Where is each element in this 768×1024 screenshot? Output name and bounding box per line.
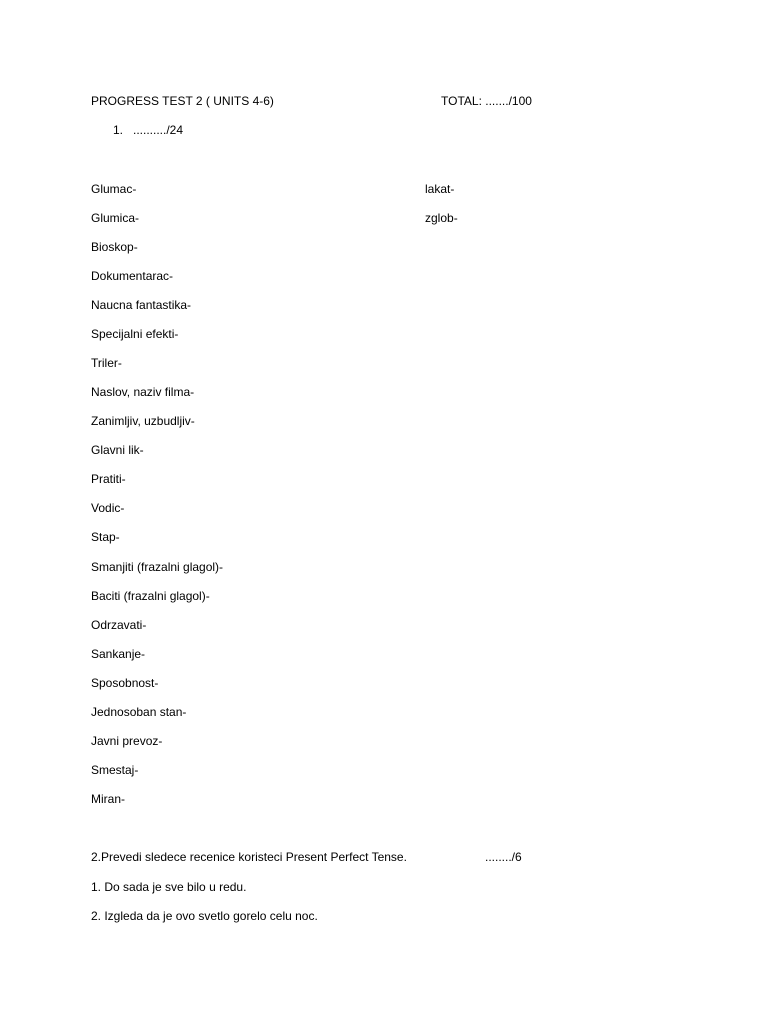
vocab-item: Stap-: [91, 530, 120, 544]
vocab-item: Vodic-: [91, 501, 125, 515]
vocab-item: Glavni lik-: [91, 443, 144, 457]
section2-heading: 2.Prevedi sledece recenice koristeci Present Perfect Tense.: [91, 850, 407, 864]
section2-score: ......../6: [485, 850, 522, 864]
vocab-item: Naucna fantastika-: [91, 298, 192, 312]
section1-score: ........../24: [133, 123, 184, 137]
vocab-item: Odrzavati-: [91, 618, 147, 632]
vocab-item: Miran-: [91, 792, 126, 806]
total-score: TOTAL: ......./100: [441, 94, 532, 108]
vocab-item: Glumica-: [91, 211, 140, 225]
vocab-item: Specijalni efekti-: [91, 327, 179, 341]
vocab-item: Javni prevoz-: [91, 734, 163, 748]
vocab-item: Glumac-: [91, 182, 137, 196]
vocab-item: Jednosoban stan-: [91, 705, 187, 719]
vocab-item: zglob-: [425, 211, 458, 225]
test-title: PROGRESS TEST 2 ( UNITS 4-6): [91, 94, 274, 108]
vocab-item: Baciti (frazalni glagol)-: [91, 589, 210, 603]
sentence-item: 2. Izgleda da je ovo svetlo gorelo celu noc.: [91, 909, 318, 923]
vocab-item: Sankanje-: [91, 647, 146, 661]
vocab-item: Pratiti-: [91, 472, 126, 486]
vocab-item: Naslov, naziv filma-: [91, 385, 195, 399]
vocab-item: Smestaj-: [91, 763, 139, 777]
vocab-item: lakat-: [425, 182, 455, 196]
vocab-item: Triler-: [91, 356, 122, 370]
vocab-item: Sposobnost-: [91, 676, 159, 690]
vocab-item: Bioskop-: [91, 240, 138, 254]
vocab-item: Dokumentarac-: [91, 269, 174, 283]
vocab-item: Smanjiti (frazalni glagol)-: [91, 560, 224, 574]
section1-number: 1.: [113, 123, 124, 137]
sentence-item: 1. Do sada je sve bilo u redu.: [91, 880, 247, 894]
vocab-item: Zanimljiv, uzbudljiv-: [91, 414, 195, 428]
